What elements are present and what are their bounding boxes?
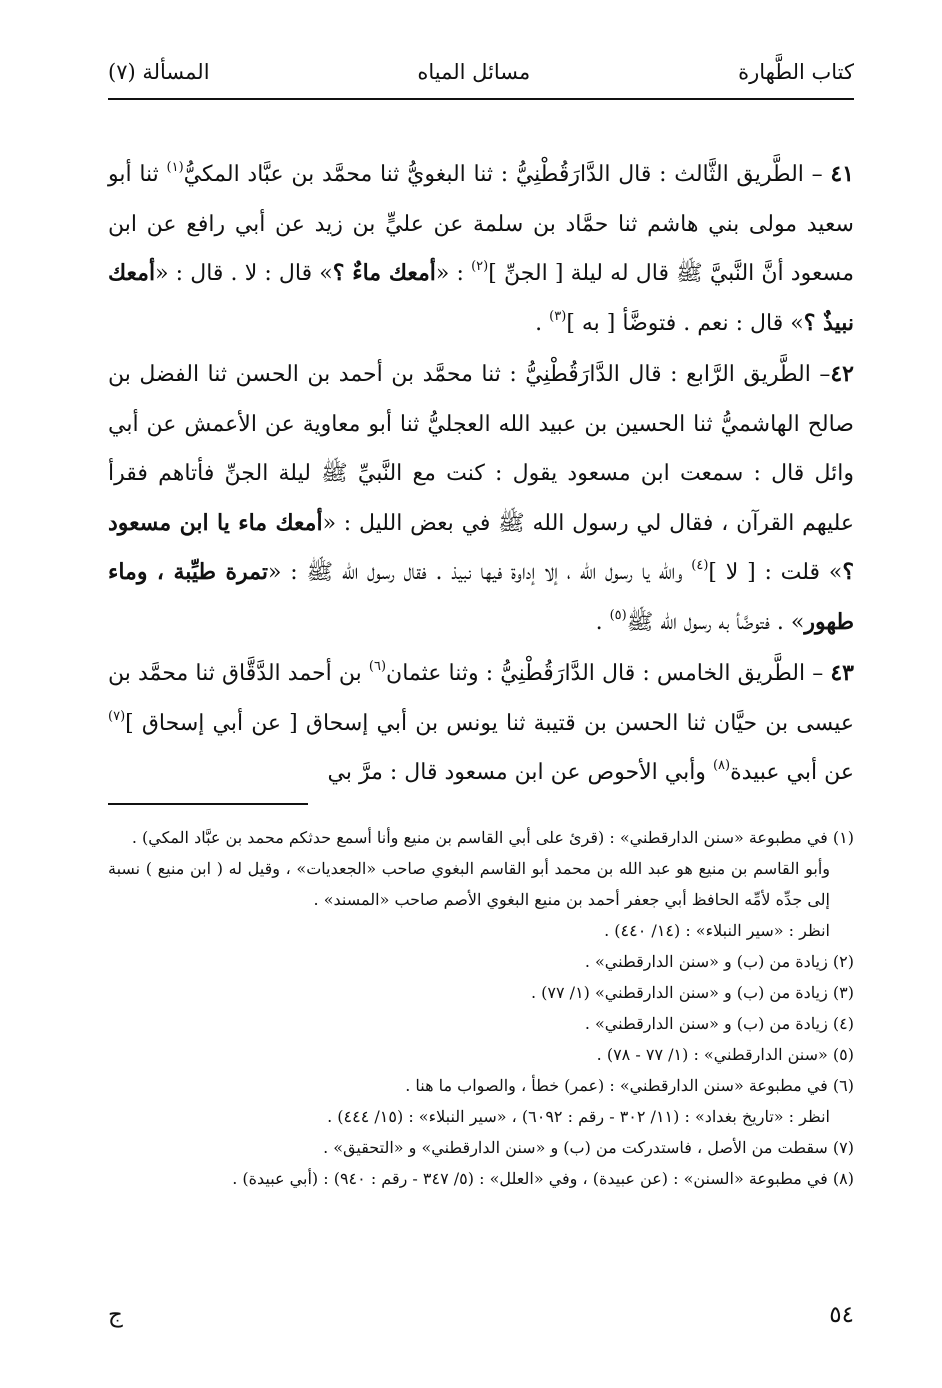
text-run: » قال : نعم . فتوضَّأ [ به ] bbox=[566, 310, 804, 336]
footnote-1-continuation: وأبو القاسم بن منيع هو عبد الله بن محمد أبو القاسم البغوي صاحب «الجعديات» ، وقيل له ( ابن منيع ) نسبة إلى جدِّه لأمِّه الحافظ أبي جعفر أحمد بن منيع البغوي الأصم صاحب «المسند» . bbox=[108, 859, 830, 909]
footnote-7: (٧) سقطت من الأصل ، فاستدركت من (ب) و «سنن الدارقطني» و «التحقيق» . bbox=[323, 1138, 854, 1157]
running-header bbox=[108, 52, 854, 92]
header-rule bbox=[108, 98, 854, 100]
footnote-1: (١) في مطبوعة «سنن الدارقطني» : (قرئ على أبي القاسم بن منيع وأنا أسمع حدثكم محمد بن عبَّاد المكي) . bbox=[131, 828, 854, 847]
text-run: وأبي الأحوص عن ابن مسعود قال : مرَّ بي bbox=[327, 760, 713, 785]
footnote-ref: (٧) bbox=[108, 708, 126, 724]
paragraph-number: ٤٣ bbox=[830, 660, 854, 686]
footnote-8: (٨) في مطبوعة «السنن» : (عن عبيدة) ، وفي «العلل» : (٥/ ٣٤٧ - رقم : ٩٤٠) : (أبي عبيدة) . bbox=[232, 1169, 854, 1188]
paragraph-number: ٤١ bbox=[830, 161, 854, 187]
footnote-ref: (٤) bbox=[691, 558, 709, 573]
footnote-ref: (٣) bbox=[549, 308, 567, 324]
footnote-2: (٢) زيادة من (ب) و «سنن الدارقطني» . bbox=[584, 952, 854, 971]
footnote-ref: (٦) bbox=[368, 659, 387, 674]
text-run: – الطَّريق الرَّابع : قال الدَّارَقُطْنِيُّ : ثنا محمَّد بن أحمد بن الحسن ثنا الفضل بن صالح الهاشميُّ ثنا الحسين بن عبيد الله العجليُّ ثنا أبو معاوية عن الأعمش عن أبي وائل قال : سمعت ابن مسعود يقول : كنت مع النَّبيِّ ﷺ ليلة الجنِّ فأتاهم فقرأ عليهم القرآن ، فقال لي رسول الله ﷺ في بعض الليل : « bbox=[108, 362, 855, 536]
text-run: » . فتوضَّأ به رسول الله ﷺ bbox=[626, 609, 805, 635]
footnote-3: (٣) زيادة من (ب) و «سنن الدارقطني» (١/ ٧٧) . bbox=[530, 983, 854, 1002]
footnote-6: (٦) في مطبوعة «سنن الدارقطني» : (عمر) خطأ ، والصواب ما هنا . bbox=[405, 1076, 854, 1095]
footnote-6-reference: انظر : «تاريخ بغداد» : (١١/ ٣٠٢ - رقم : ٦٠٩٢) ، «سير النبلاء» : (١٥/ ٤٤٤) . bbox=[327, 1107, 830, 1126]
footnote-5: (٥) «سنن الدارقطني» : (١/ ٧٧ - ٧٨) . bbox=[596, 1045, 854, 1064]
paragraph-41 bbox=[108, 150, 854, 348]
footnote-ref: (٨) bbox=[712, 758, 731, 773]
footnote-ref: (١) bbox=[166, 160, 184, 175]
paragraph-42 bbox=[108, 350, 854, 647]
hadith-quote: أمعك ماءٌ ؟ bbox=[332, 260, 436, 286]
text-run: والله يا رسول الله ، إلا إداوة فيها نبيذ . فقال رسول الله ﷺ : « bbox=[268, 560, 692, 585]
text-run: : « bbox=[435, 261, 472, 286]
paragraph-43 bbox=[108, 649, 854, 798]
text-run: ثنا أبو سعيد مولى بني هاشم ثنا حمَّاد بن سلمة عن عليٍّ بن زيد عن أبي رافع عن ابن مسعود أنَّ النَّبيَّ ﷺ قال له ليلة [ الجنِّ ] bbox=[108, 162, 854, 286]
footnote-4: (٤) زيادة من (ب) و «سنن الدارقطني» . bbox=[584, 1014, 854, 1033]
main-text bbox=[108, 150, 854, 798]
page-number: ٥٤ bbox=[829, 1302, 854, 1328]
signature-mark: ج bbox=[108, 1302, 123, 1328]
text-run: » قلت : [ لا ] bbox=[708, 560, 843, 585]
hadith-quote: أمعك نبيذٌ ؟ bbox=[108, 260, 854, 336]
hadith-quote: أمعك ماء يا ابن مسعود ؟ bbox=[108, 509, 855, 585]
text-run: بن أحمد الدَّقَّاق ثنا محمَّد بن عيسى بن حيَّان ثنا الحسن بن قتيبة ثنا يونس بن أبي إسحاق [ عن أبي إسحاق ] bbox=[108, 661, 854, 736]
text-run: . bbox=[595, 609, 610, 635]
text-run: – الطَّريق الخامس : قال الدَّارَقُطْنِيُّ : وثنا عثمان bbox=[386, 661, 831, 686]
text-run: . bbox=[535, 310, 550, 336]
text-run: – الطَّريق الثَّالث : قال الدَّارَقُطْنِيُّ : ثنا البغويُّ ثنا محمَّد بن عبَّاد المكيُّ bbox=[183, 162, 831, 187]
header-chapter-title: مسائل المياه bbox=[417, 60, 531, 84]
footnotes bbox=[108, 822, 854, 1194]
text-run: » قال : لا . قال : « bbox=[155, 261, 333, 286]
header-book-title: كتاب الطَّهارة bbox=[738, 60, 854, 84]
footnote-separator bbox=[108, 803, 308, 805]
footnote-ref: (٥) bbox=[609, 607, 627, 623]
page-footer bbox=[108, 1302, 854, 1328]
footnote-1-reference: انظر : «سير النبلاء» : (١٤/ ٤٤٠) . bbox=[604, 921, 830, 940]
hadith-quote: تمرة طيِّبة ، وماء طهور bbox=[108, 559, 854, 635]
text-run: عن أبي عبيدة bbox=[730, 760, 854, 785]
footnote-ref: (٢) bbox=[471, 259, 489, 274]
paragraph-number: ٤٢ bbox=[830, 361, 854, 387]
header-issue-number: المسألة (٧) bbox=[108, 60, 210, 84]
